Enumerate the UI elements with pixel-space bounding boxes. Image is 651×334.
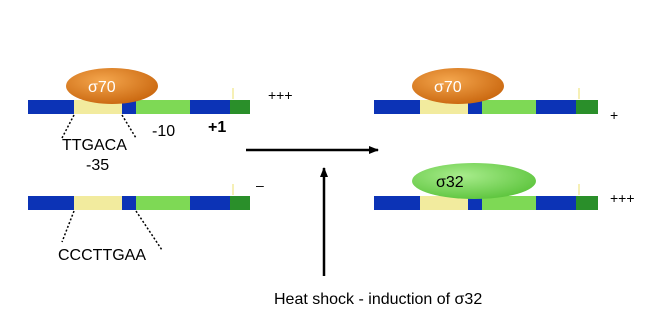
dna-segment-blue [28,196,74,210]
label-minus-10: -10 [152,123,176,140]
dna-segment-blue [190,196,230,210]
label-minus-35: -35 [86,157,110,174]
dna-segment-blue [122,196,136,210]
dotted-connector [62,211,74,242]
promoter-right-bottom [374,163,635,210]
gene-dark-green [230,196,250,210]
dna-segment-blue [374,100,420,114]
box-10-light-green [136,100,190,114]
label-plus-1: +1 [208,119,227,136]
dotted-connector [122,115,136,138]
dotted-connector [136,211,162,250]
gene-dark-green [576,100,598,114]
promoter-left-bottom [28,177,264,264]
gene-dark-green [576,196,598,210]
sigma32-label: σ32 [436,174,464,191]
dna-segment-blue [28,100,74,114]
sigma32-polymerase [412,163,536,199]
dna-segment-blue [190,100,230,114]
box-light-green [136,196,190,210]
consensus-sequence: CCCTTGAA [58,247,146,264]
sigma70-label: σ70 [434,79,462,96]
box-10-light-green [482,100,536,114]
expression-level-right-bottom: +++ [610,190,635,206]
gene-dark-green [230,100,250,114]
heat-shock-caption: Heat shock - induction of σ32 [274,291,483,308]
sigma70-label: σ70 [88,79,116,96]
box-yellow [74,196,122,210]
dna-segment-blue [536,196,576,210]
expression-level-right-top: + [610,107,619,123]
promoter-right-top [374,68,618,123]
dna-segment-blue [536,100,576,114]
expression-level-left-top: +++ [268,87,293,103]
dna-segment-blue [374,196,420,210]
consensus-35-sequence: TTGACA [62,137,127,154]
promoter-left-top [28,68,293,174]
expression-level-left-bottom: – [256,177,264,193]
dotted-connector [62,115,74,138]
